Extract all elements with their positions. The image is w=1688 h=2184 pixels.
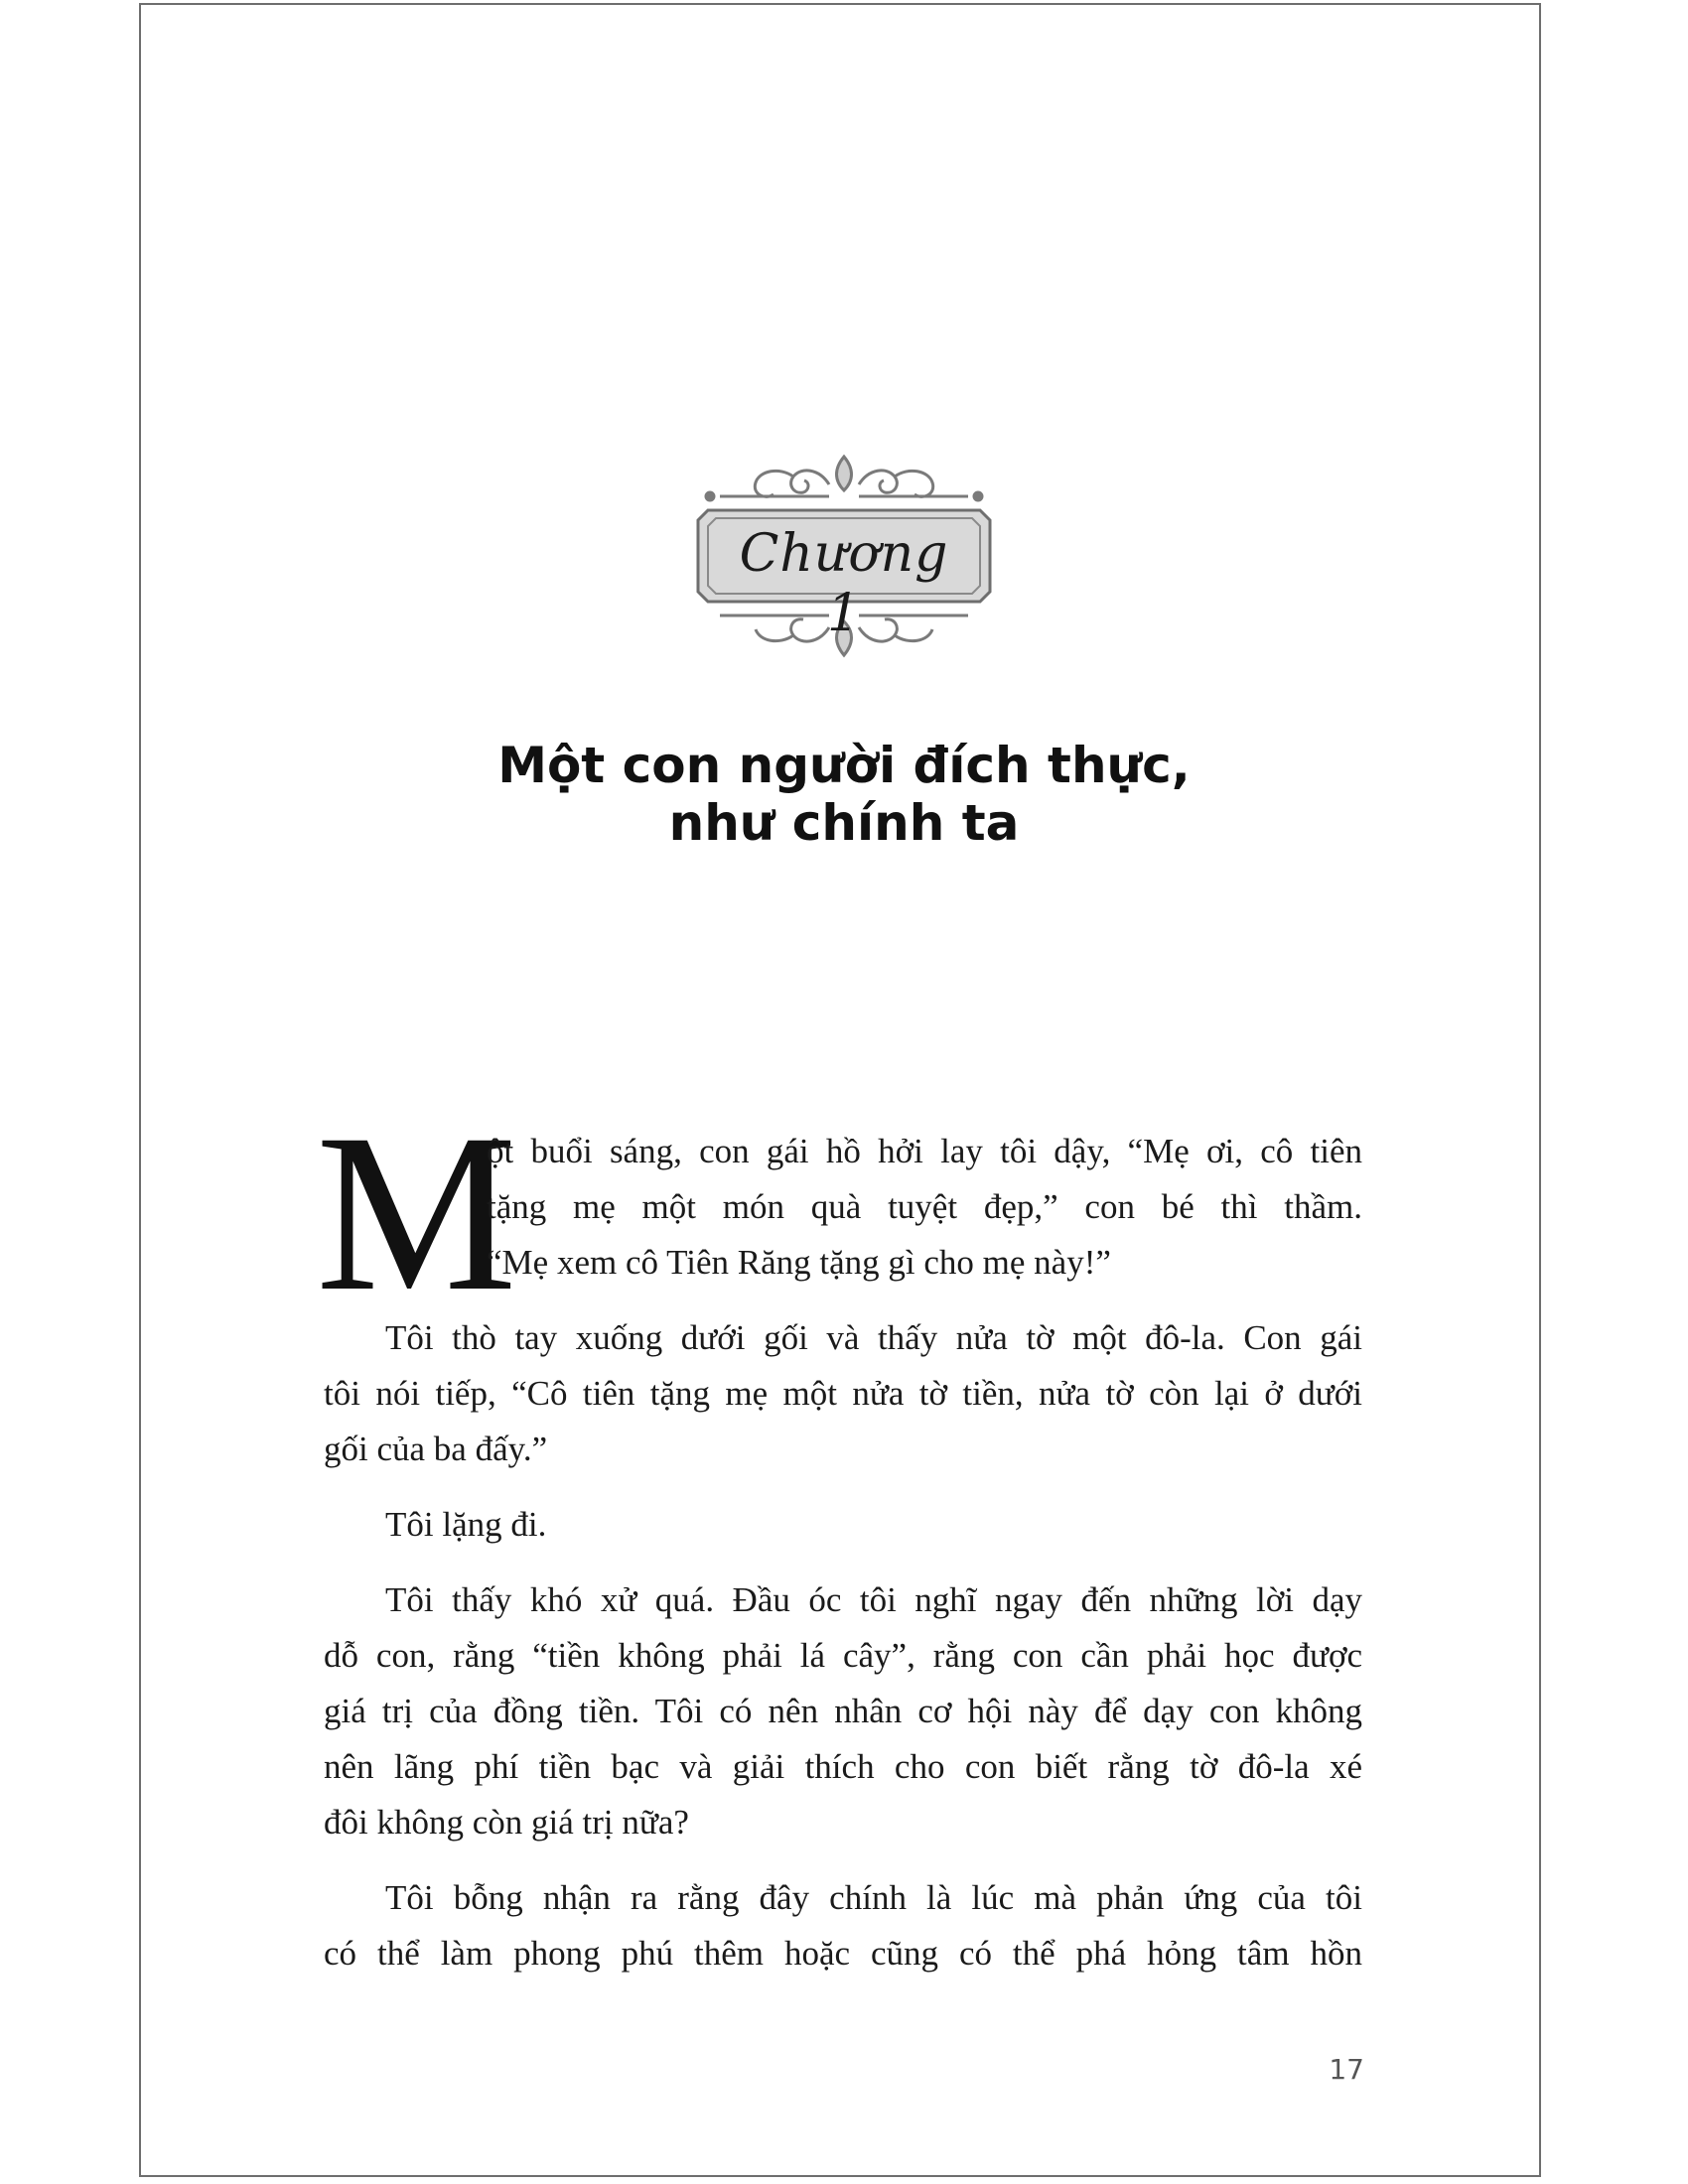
drop-cap: M (316, 1088, 517, 1338)
body-line: có thể làm phong phú thêm hoặc cũng có thể phá hỏng tâm hồn (324, 1934, 1362, 1973)
body-line: nên lãng phí tiền bạc và giải thích cho con biết rằng tờ đô-la xé (324, 1747, 1362, 1786)
body-line: Tôi lặng đi. (385, 1505, 547, 1544)
chapter-label: Chương 1 (739, 524, 949, 643)
body-line: gối của ba đấy.” (324, 1430, 548, 1468)
body-line: ột buổi sáng, con gái hồ hởi lay tôi dậy, “Mẹ ơi, cô tiên (487, 1132, 1362, 1170)
chapter-title-line-1: Một con người đích thực, (497, 737, 1191, 794)
body-line: tặng mẹ một món quà tuyệt đẹp,” con bé thì thầm. (487, 1187, 1362, 1226)
body-line: Tôi thấy khó xử quá. Đầu óc tôi nghĩ ngay đến những lời dạy (385, 1580, 1362, 1619)
chapter-title (338, 737, 1350, 852)
top-flourish-icon (706, 457, 982, 500)
body-line: tôi nói tiếp, “Cô tiên tặng mẹ một nửa tờ tiền, nửa tờ còn lại ở dưới (324, 1374, 1362, 1413)
page-number: 17 (1329, 2053, 1364, 2086)
body-line: dỗ con, rằng “tiền không phải lá cây”, rằng con cần phải học được (324, 1636, 1362, 1675)
body-line: đôi không còn giá trị nữa? (324, 1803, 689, 1842)
body-line: Tôi thò tay xuống dưới gối và thấy nửa tờ một đô-la. Con gái (385, 1318, 1362, 1357)
body-line: Tôi bỗng nhận ra rằng đây chính là lúc mà phản ứng của tôi (385, 1878, 1362, 1917)
body-line: giá trị của đồng tiền. Tôi có nên nhân cơ hội này để dạy con không (324, 1692, 1362, 1730)
body-line: “Mẹ xem cô Tiên Răng tặng gì cho mẹ này!” (487, 1243, 1111, 1282)
chapter-title-line-2: như chính ta (668, 794, 1020, 852)
